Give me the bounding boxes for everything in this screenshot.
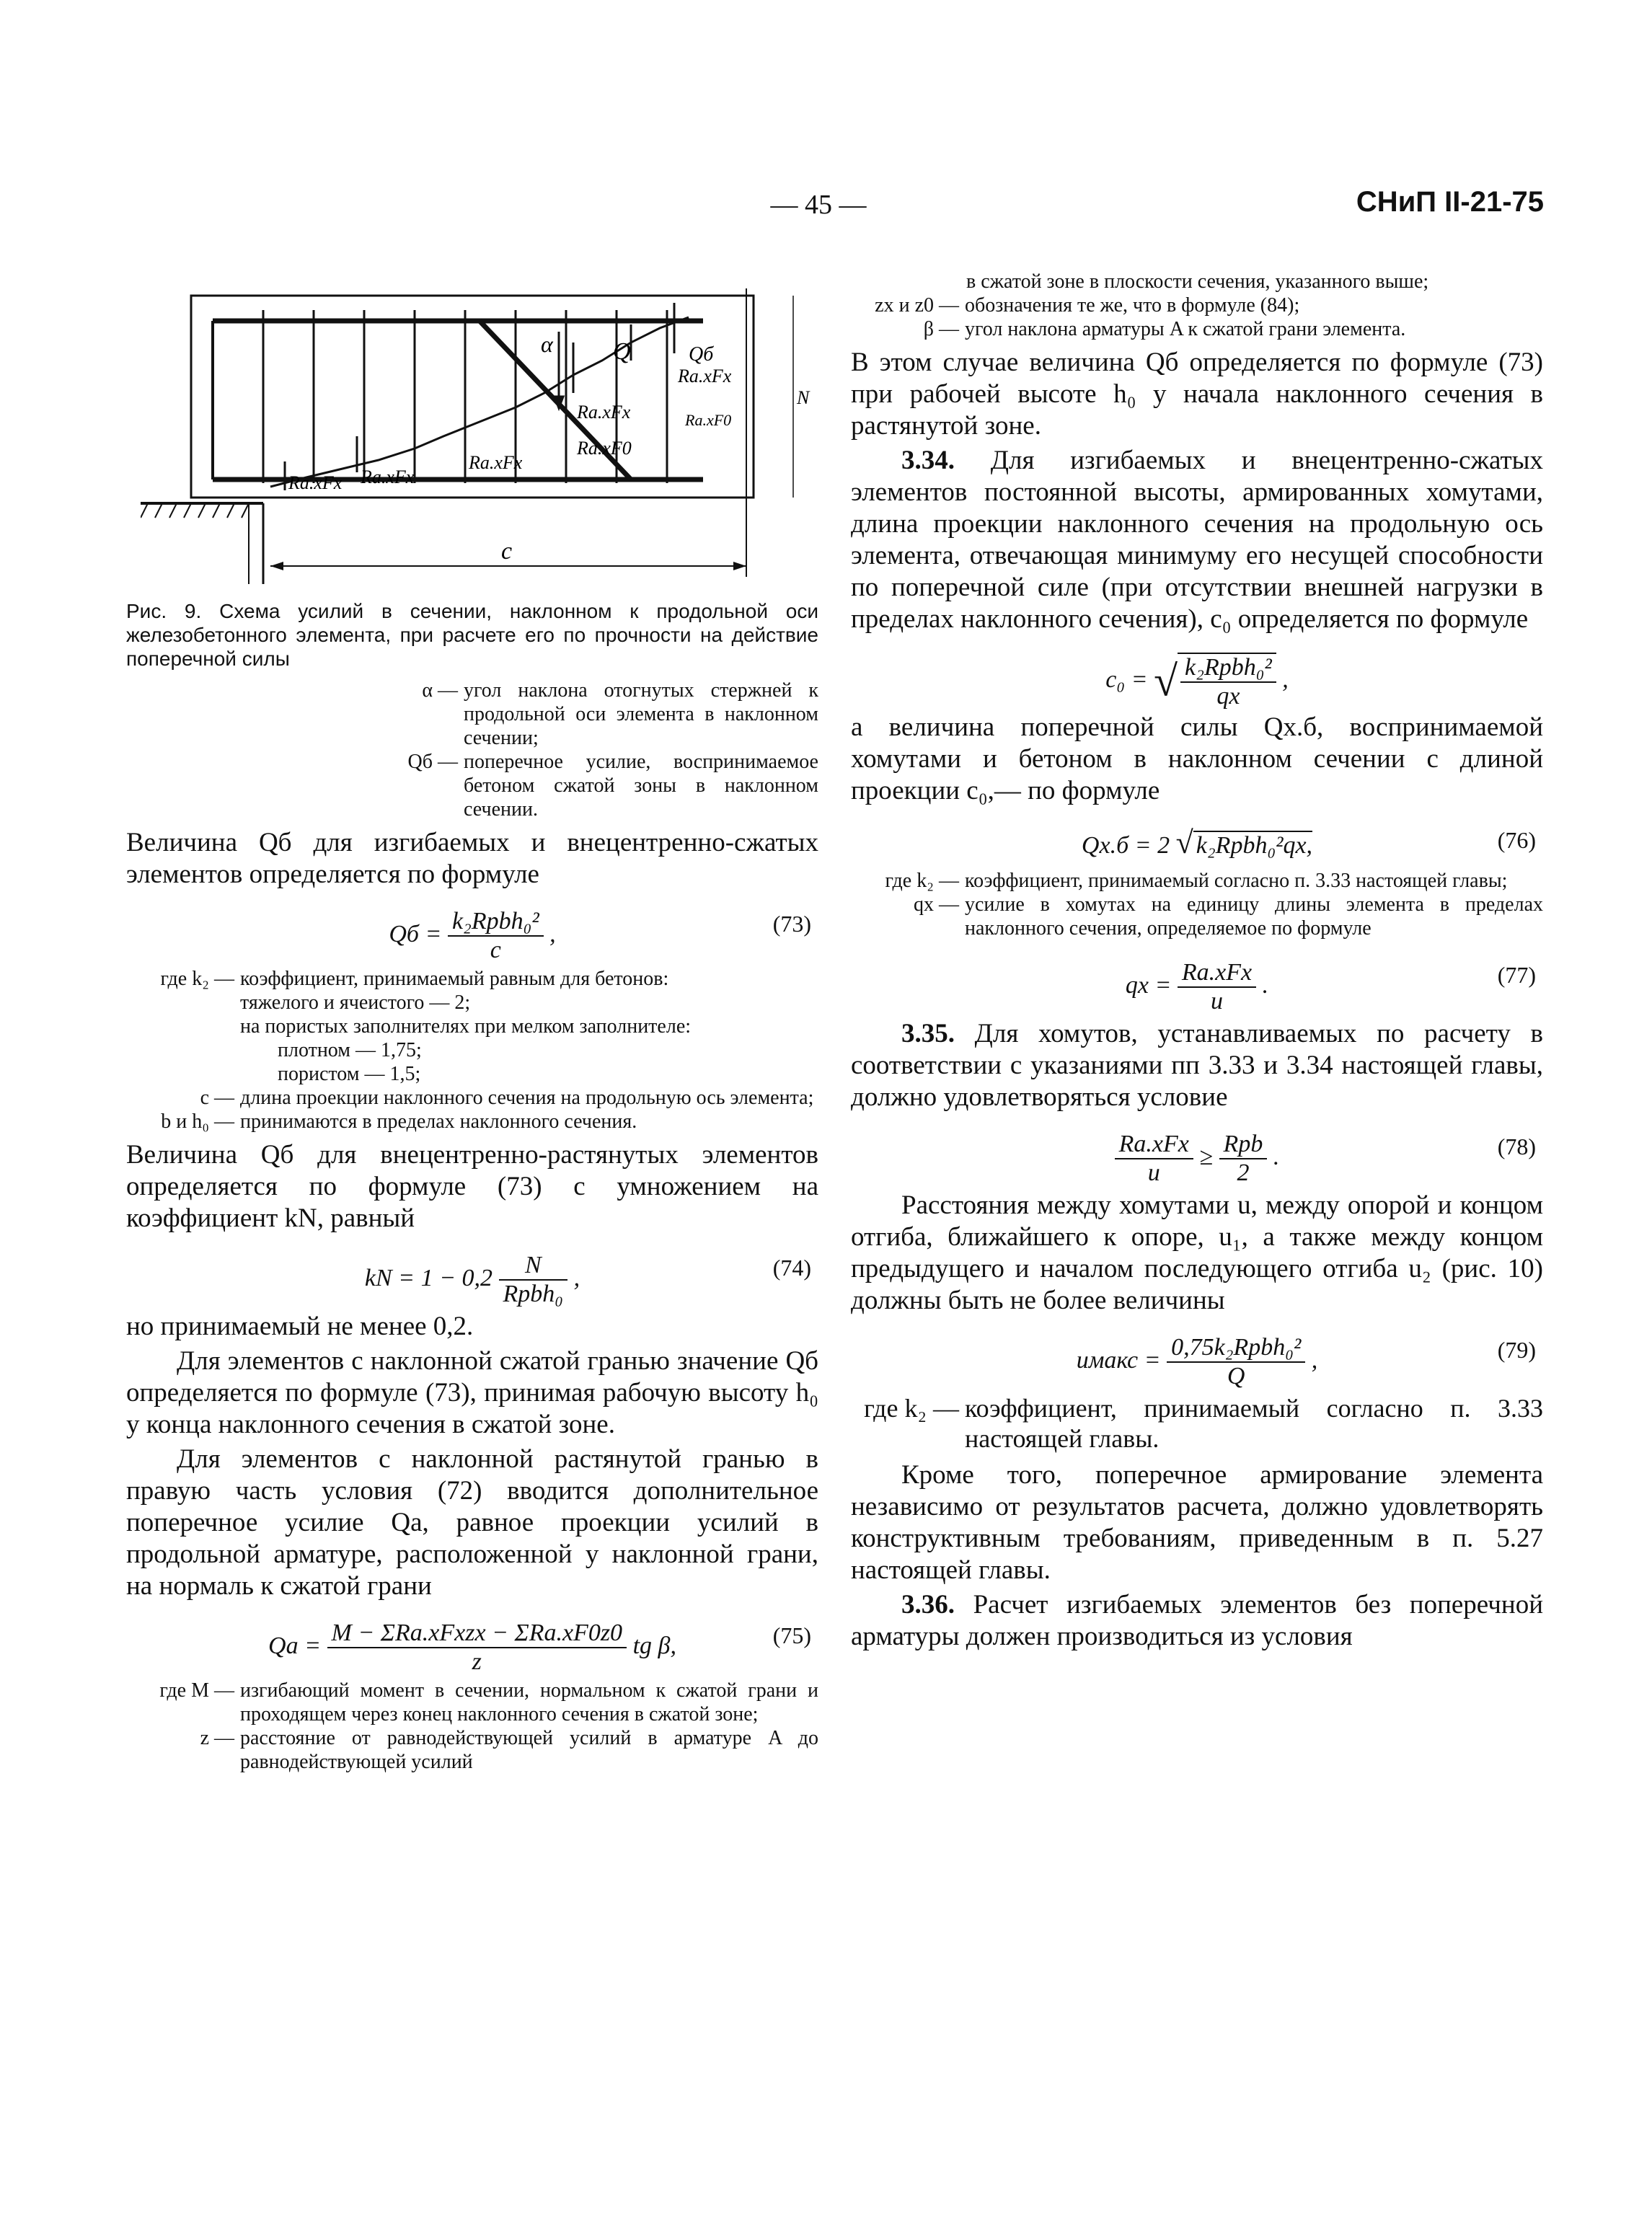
def-term: z — xyxy=(200,1727,234,1749)
def-term: где k₂ — xyxy=(160,968,234,990)
label-force-4: Ra.xFx xyxy=(577,402,631,423)
formula-c0: c₀ = √ $\frac{\text{k₂Rрbh₀²}}{qx}$ , xyxy=(1105,654,1289,710)
paragraph: но принимаемый не менее 0,2. xyxy=(126,1312,474,1341)
def-sub: тяжелого и ячеистого — 2; xyxy=(240,991,471,1014)
def-desc: обозначения те же, что в формуле (84); xyxy=(965,294,1300,317)
section-3-36: 3.36. Расчет изгибаемых элементов без поперечной арматуры должен производиться из условия xyxy=(851,1590,1544,1651)
formula-number: (74) xyxy=(772,1255,811,1281)
def-term: α — xyxy=(422,679,458,702)
def-m xyxy=(126,1679,818,1726)
label-n: N xyxy=(797,387,810,408)
paragraph: Величина Qб для изгибаемых и внецентренно-сжатых элементов определяется по формуле xyxy=(126,828,818,889)
def-k2 xyxy=(126,967,818,991)
label-force-3: Ra.xFx xyxy=(469,452,523,473)
k2-definitions-right xyxy=(851,869,1543,940)
label-force-6: Ra.xFx xyxy=(678,366,732,386)
def-desc: коэффициент, принимаемый согласно п. 3.33 настоящей главы; xyxy=(965,870,1508,892)
def-bh xyxy=(126,1110,818,1134)
def-desc: коэффициент, принимаемый равным для бетонов: xyxy=(240,968,669,990)
k2-definitions xyxy=(126,967,818,1134)
def-desc: расстояние от равнодействующей усилий в арматуре A до равнодействующей усилий xyxy=(240,1727,818,1773)
formula-number: (77) xyxy=(1497,962,1536,988)
k2b-definitions xyxy=(851,1393,1543,1454)
label-qb: Qб xyxy=(689,343,714,366)
formula-74: kN = 1 − 0,2 $\frac{N}{\text{Rрbh₀}}$ , (74) xyxy=(364,1252,811,1307)
def-term: где k₂ — xyxy=(885,870,959,892)
label-force-5: Ra.xF0 xyxy=(577,438,632,459)
def-desc: длина проекции наклонного сечения на продольную ось элемента; xyxy=(240,1087,814,1109)
def-cont: в сжатой зоне в плоскости сечения, указанного выше; xyxy=(966,270,1429,293)
def-sub: пористом — 1,5; xyxy=(278,1063,421,1085)
def-desc: поперечное усилие, воспринимаемое бетоном сжатой зоны в наклонном сечении. xyxy=(464,751,818,821)
force-scheme-diagram xyxy=(141,274,818,584)
def-desc: изгибающий момент в сечении, нормальном к сжатой грани и проходящем через конец наклонного сечения в сжатой зоне; xyxy=(240,1679,818,1725)
formula-77: qx = $\frac{\text{Ra.xFx}}{u}$ . (77) xyxy=(1125,959,1536,1015)
def-desc: усилие в хомутах на единицу длины элемента в пределах наклонного сечения, определяемое по формуле xyxy=(965,893,1543,940)
left-column xyxy=(126,267,818,1780)
def-sub: плотном — 1,75; xyxy=(278,1039,422,1061)
def-term: c — xyxy=(200,1087,234,1109)
figure-9 xyxy=(141,274,818,584)
alpha-definitions xyxy=(386,679,818,821)
formula-number: (73) xyxy=(772,911,811,937)
cont-definitions xyxy=(851,270,1543,341)
def-z xyxy=(126,1726,818,1774)
section-3-34: 3.34. Для изгибаемых и внецентренно-сжатых элементов постоянной высоты, армированных хомутами, длина проекции наклонного сечения на продольную ось элемента, отвечающая минимуму его несущей способности по поперечной силе (при отсутствии внешней нагрузки в пределах наклонного сечения), c₀ определяется по формуле xyxy=(851,446,1543,634)
paragraph: Величина Qб для внецентренно-растянутых элементов определяется по формуле (73) с умножением на коэффициент kN, равный xyxy=(126,1140,818,1233)
formula-number: (76) xyxy=(1497,827,1536,853)
formula-73: Qб = $\frac{\text{k₂Rрbh₀²}}{c}$ , (73) xyxy=(389,908,811,963)
formula-75: Qa = $\frac{\text{M − ΣRa.xFxzx − ΣRa.xF0z0}}{z}$ tg β, (75) xyxy=(268,1619,811,1675)
def-term: β — xyxy=(923,318,959,340)
def-desc: угол наклона арматуры A к сжатой грани элемента. xyxy=(965,318,1406,340)
label-alpha: α xyxy=(541,331,553,357)
def-desc: коэффициент, принимаемый согласно п. 3.33 настоящей главы. xyxy=(965,1394,1543,1453)
m-definitions xyxy=(126,1679,818,1774)
def-term: zx и z0 — xyxy=(875,294,959,317)
def-term: b и h₀ — xyxy=(161,1110,234,1133)
formula-number: (75) xyxy=(772,1622,811,1648)
def-sub: на пористых заполнителях при мелком заполнителе: xyxy=(240,1015,692,1038)
def-qx xyxy=(851,893,1543,940)
def-term: где M — xyxy=(159,1679,234,1702)
def-term: Qб — xyxy=(407,751,458,773)
def-alpha xyxy=(386,679,818,750)
def-term: где k₂ — xyxy=(864,1394,959,1423)
label-c: c xyxy=(501,538,513,565)
def-desc: принимаются в пределах наклонного сечения. xyxy=(240,1110,637,1133)
label-force-7: Ra.xF0 xyxy=(685,411,732,429)
label-force-1: Ra.xFx xyxy=(288,472,343,493)
formula-78: $\frac{\text{Ra.xFx}}{u}$ ≥ $\frac{\text{Rрb}}{2}$ . (78) xyxy=(851,1118,1543,1183)
paragraph: В этом случае величина Qб определяется по формуле (73) при рабочей высоте h₀ у начала наклонного сечения в растянутой зоне. xyxy=(851,348,1543,441)
paragraph: Расстояния между хомутами u, между опорой и концом отгиба, ближайшего к опоре, u₁, а также между концом предыдущего и началом последующего отгиба u₂ (рис. 10) должны быть не более величины xyxy=(851,1190,1543,1315)
def-term: qx — xyxy=(914,893,959,916)
right-column xyxy=(851,267,1543,1656)
section-3-35: 3.35. Для хомутов, устанавливаемых по расчету в соответствии с указаниями пп 3.33 и 3.34 настоящей главы, должно удовлетворяться условие xyxy=(851,1019,1543,1112)
formula-number: (78) xyxy=(1497,1134,1536,1159)
def-c xyxy=(126,1086,818,1110)
formula-76: Qx.б = 2 √ k₂Rрbh₀²qx, (76) xyxy=(1081,825,1536,860)
page-number: — 45 — xyxy=(770,190,867,220)
figure-caption: Рис. 9. Схема усилий в сечении, наклонном к продольной оси железобетонного элемента, при расчете его по прочности на действие поперечной силы xyxy=(126,600,818,670)
formula-79: uмакс = $\frac{\text{0,75k₂Rрbh₀²}}{Q}$ , (79) xyxy=(1076,1334,1536,1389)
paragraph: Кроме того, поперечное армирование элемента независимо от результатов расчета, должно удовлетворять конструктивным требованиям, приведенным в п. 5.27 настоящей главы. xyxy=(851,1460,1543,1585)
formula-number: (79) xyxy=(1497,1337,1536,1363)
label-q: Q xyxy=(613,338,631,365)
paragraph: а величина поперечной силы Qx.б, воспринимаемой хомутами и бетоном в наклонном сечении с длиной проекции c₀,— по формуле xyxy=(851,712,1543,805)
def-qb xyxy=(386,750,818,821)
paragraph: Для элементов с наклонной растянутой гранью в правую часть условия (72) вводится дополнительное поперечное усилие Qa, равное проекции усилий в продольной арматуре, расположенной у наклонной грани, на нормаль к сжатой грани xyxy=(126,1444,818,1601)
label-force-2: Ra.xFx xyxy=(361,467,415,487)
document-code: СНиП II-21-75 xyxy=(1356,186,1544,218)
def-k2 xyxy=(851,869,1543,893)
paragraph: Для элементов с наклонной сжатой гранью значение Qб определяется по формуле (73), принимая рабочую высоту h₀ у конца наклонного сечения в сжатой зоне. xyxy=(126,1346,818,1439)
def-zx xyxy=(851,293,1543,317)
def-desc: угол наклона отогнутых стержней к продольной оси элемента в наклонном сечении; xyxy=(464,679,818,749)
def-k2b xyxy=(851,1393,1543,1454)
def-beta xyxy=(851,317,1543,341)
